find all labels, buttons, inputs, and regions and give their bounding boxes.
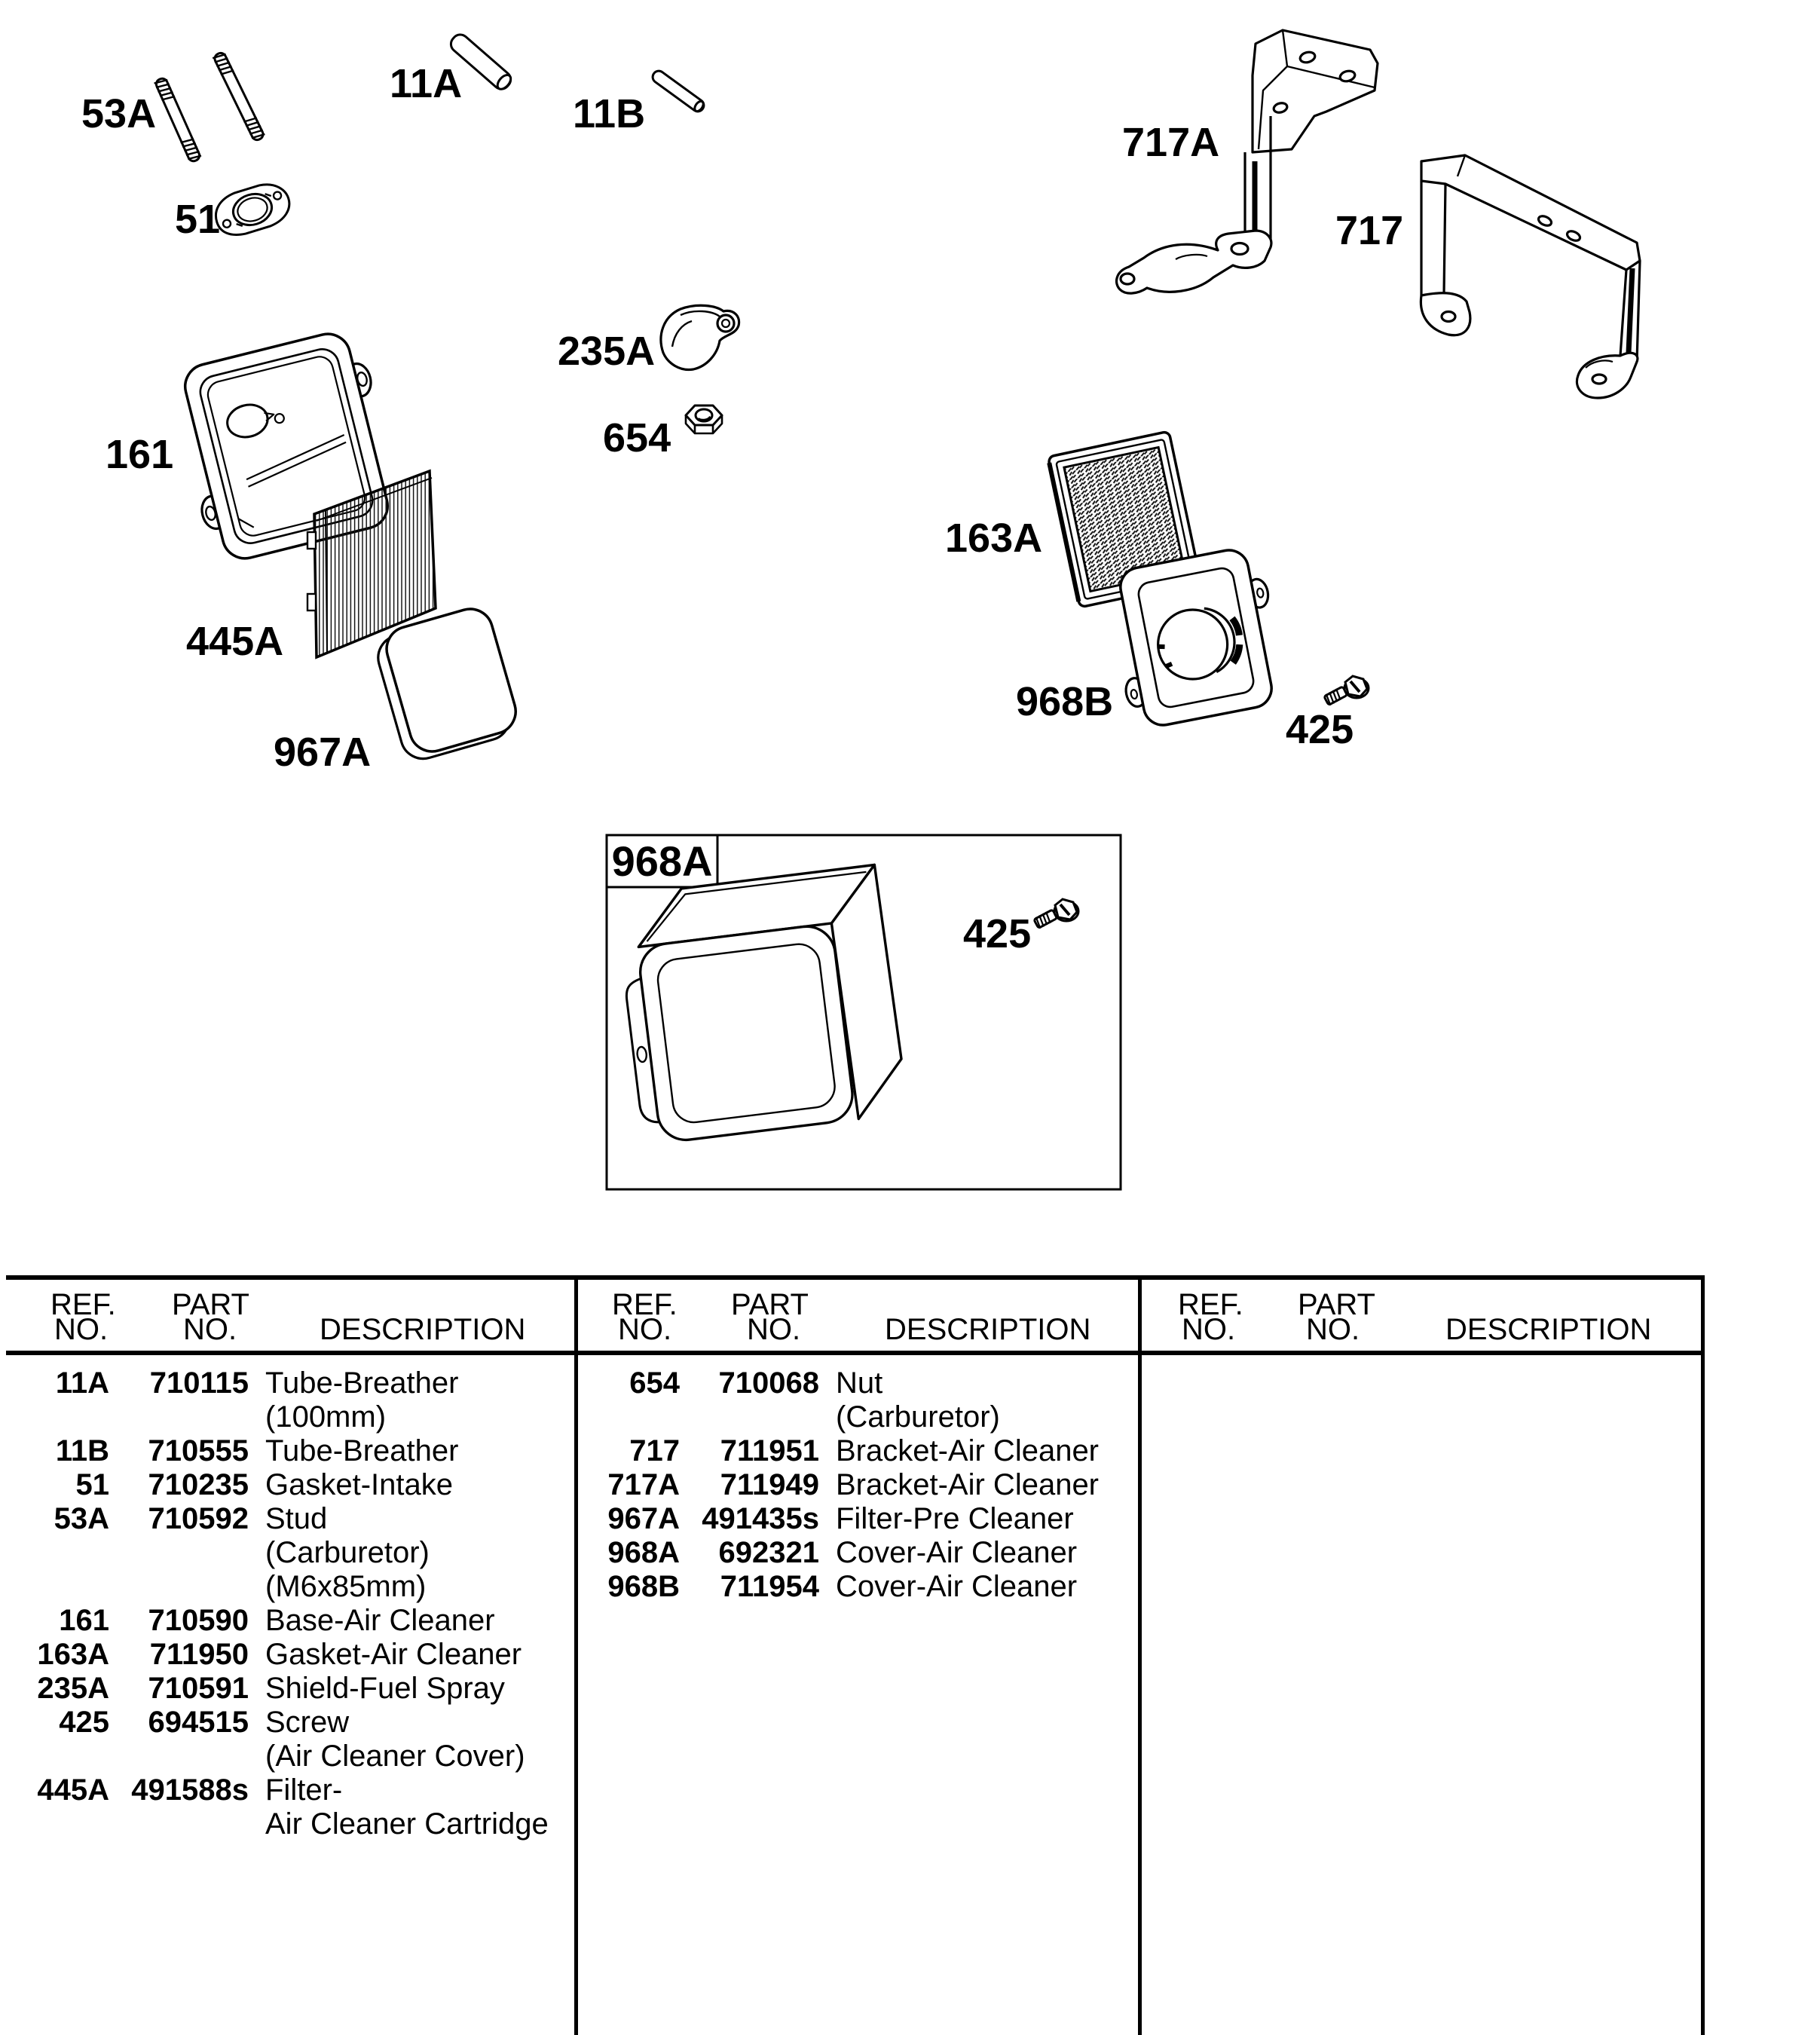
col2-header-description: DESCRIPTION [885, 1313, 1091, 1346]
table-row-line: 161 710590 Base-Air Cleaner [59, 1604, 495, 1637]
bracket-717-drawing [1421, 155, 1640, 398]
table-row-line: 967A 491435s Filter-Pre Cleaner [607, 1502, 1074, 1535]
col1-header-description: DESCRIPTION [320, 1313, 526, 1346]
callout-445a: 445A [186, 619, 284, 664]
col3-header-ref: REF. [1178, 1288, 1243, 1321]
callout-717: 717 [1335, 208, 1404, 253]
stud-53a-left-drawing [154, 76, 202, 163]
callout-11a: 11A [390, 61, 463, 106]
callout-654: 654 [603, 415, 671, 461]
table-row-line: (M6x85mm) [265, 1570, 427, 1603]
col1-header-part: PART [172, 1288, 249, 1321]
nut-654-drawing [686, 405, 722, 433]
col2-header-part: PART [731, 1288, 809, 1321]
table-row-line: Air Cleaner Cartridge [265, 1807, 549, 1841]
callout-235a: 235A [558, 329, 656, 374]
table-row-line: 968B 711954 Cover-Air Cleaner [607, 1570, 1078, 1603]
callout-425-right: 425 [1286, 707, 1354, 752]
table-row-line: (100mm) [265, 1400, 387, 1434]
table-row-line: 717 711951 Bracket-Air Cleaner [629, 1434, 1100, 1467]
col3-header-part: PART [1298, 1288, 1375, 1321]
callout-968b: 968B [1016, 679, 1114, 724]
col2-header-ref-no: NO. [618, 1313, 672, 1346]
table-row-line: 163A 711950 Gasket-Air Cleaner [37, 1638, 522, 1671]
precleaner-967a-drawing [372, 604, 522, 764]
col3-header-part-no: NO. [1306, 1313, 1360, 1346]
screw-425-right-drawing [1323, 676, 1369, 706]
table-row-line: (Carburetor) [836, 1400, 1000, 1434]
table-row-line: 654 710068 Nut [629, 1366, 883, 1400]
col2-header-ref: REF. [612, 1288, 678, 1321]
table-row-line: 53A 710592 Stud [54, 1502, 328, 1535]
col1-header-ref: REF. [50, 1288, 116, 1321]
gasket-51-drawing [210, 179, 295, 241]
col1-header-ref-no: NO. [54, 1313, 109, 1346]
shield-235a-drawing [661, 305, 739, 369]
callout-11b: 11B [573, 91, 646, 136]
col3-header-description: DESCRIPTION [1445, 1313, 1652, 1346]
table-row-line: (Air Cleaner Cover) [265, 1740, 525, 1773]
table-row-line: 445A 491588s Filter- [37, 1773, 343, 1807]
table-row-line: 51 710235 Gasket-Intake [75, 1468, 454, 1501]
table-header-separator [6, 1351, 1705, 1355]
callout-968a: 968A [611, 837, 713, 885]
table-col-2 [574, 1366, 1141, 1604]
cover-968b-drawing [1103, 544, 1289, 731]
callout-53a: 53A [81, 91, 157, 136]
col1-header-part-no: NO. [183, 1313, 237, 1346]
stud-53a-right-drawing [212, 50, 265, 142]
screw-425-box-drawing [1033, 899, 1078, 929]
table-row-line: 11B 710555 Tube-Breather [55, 1434, 459, 1467]
callout-161: 161 [106, 432, 174, 477]
table-row-line: 717A 711949 Bracket-Air Cleaner [607, 1468, 1100, 1501]
callout-967a: 967A [274, 730, 372, 775]
col2-header-part-no: NO. [747, 1313, 801, 1346]
table-row-line: 425 694515 Screw [59, 1706, 350, 1739]
table-top-rule [6, 1275, 1705, 1280]
tube-11b-drawing [650, 69, 706, 114]
col3-header-ref-no: NO. [1182, 1313, 1236, 1346]
table-row-line: (Carburetor) [265, 1536, 430, 1569]
callout-51: 51 [175, 197, 221, 242]
table-col-1 [4, 1366, 570, 1841]
table-row-line: 11A 710115 Tube-Breather [55, 1366, 459, 1400]
cover-968a-drawing [614, 864, 908, 1145]
callout-163a: 163A [945, 516, 1043, 561]
table-row-line: 968A 692321 Cover-Air Cleaner [607, 1536, 1078, 1569]
callout-425-box: 425 [963, 911, 1032, 956]
table-right-border [1701, 1275, 1705, 2035]
callout-717a: 717A [1122, 120, 1220, 165]
table-row-line: 235A 710591 Shield-Fuel Spray [37, 1672, 505, 1705]
